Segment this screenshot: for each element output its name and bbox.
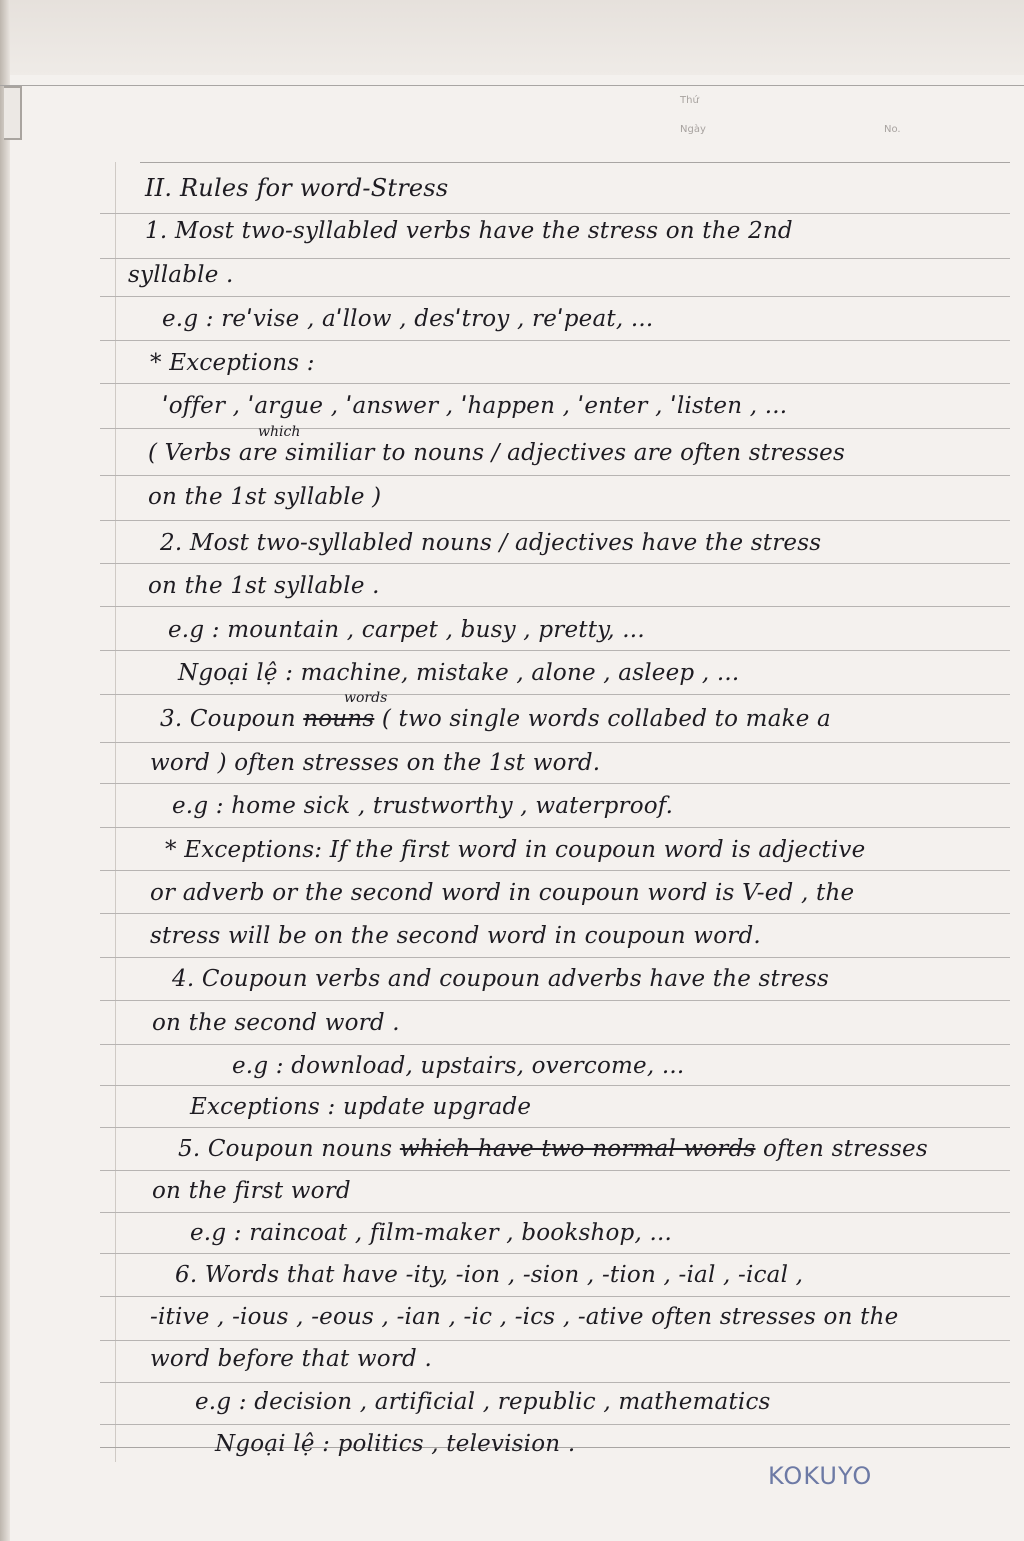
ruled-line <box>100 1127 1010 1128</box>
binder-tab-mark <box>4 86 22 140</box>
ruled-line <box>100 870 1010 871</box>
rule2-example: e.g : mountain , carpet , busy , pretty, ... <box>168 617 645 643</box>
ruled-line <box>100 383 1010 384</box>
ruled-line <box>100 1253 1010 1254</box>
ruled-line <box>100 1340 1010 1341</box>
ruled-line <box>100 520 1010 521</box>
rule6-example: e.g : decision , artificial , republic , mathematics <box>195 1389 771 1415</box>
rule5-example: e.g : raincoat , film-maker , bookshop, ... <box>190 1220 673 1246</box>
day-label: Ngày <box>680 124 706 135</box>
ruled-line <box>100 742 1010 743</box>
ruled-line <box>100 1000 1010 1001</box>
ruled-line <box>100 1296 1010 1297</box>
ruled-line <box>100 827 1010 828</box>
rule3-exceptions-line1: * Exceptions: If the first word in coupoun word is adjective <box>165 837 866 863</box>
rule1-exceptions-label: * Exceptions : <box>150 350 315 376</box>
rule2-line2: on the 1st syllable . <box>148 573 380 599</box>
ruled-line <box>100 258 1010 259</box>
rule2-exceptions: Ngoại lệ : machine, mistake , alone , asleep , ... <box>178 660 740 686</box>
rule1-example: e.g : reˈvise , aˈllow , desˈtroy , reˈpeat, ... <box>162 306 654 332</box>
rule6-line1: 6. Words that have -ity, -ion , -sion , -tion , -ial , -ical , <box>175 1262 804 1288</box>
rule3-insert-word: words <box>344 690 388 706</box>
rule6-line2: -itive , -ious , -eous , -ian , -ic , -ics , -ative often stresses on the <box>150 1304 899 1330</box>
margin-line <box>115 162 116 1462</box>
ruled-line <box>100 475 1010 476</box>
page-top-margin <box>0 0 1024 75</box>
rule1-insert-word: which <box>258 424 301 440</box>
ruled-line <box>100 296 1010 297</box>
rule3-example: e.g : home sick , trustworthy , waterproof. <box>172 793 674 819</box>
rule5-line1-end: often stresses <box>763 1136 928 1162</box>
ruled-line <box>100 428 1010 429</box>
rule4-line2: on the second word . <box>152 1010 400 1036</box>
ruled-line <box>100 1424 1010 1425</box>
rule4-line1: 4. Coupoun verbs and coupoun adverbs have the stress <box>172 966 830 992</box>
date-label: Thứ <box>680 95 699 106</box>
rule4-example: e.g : download, upstairs, overcome, ... <box>232 1053 685 1079</box>
ruled-line <box>100 213 1010 214</box>
rule4-exceptions: Exceptions : update upgrade <box>190 1094 532 1120</box>
rule6-line3: word before that word . <box>150 1346 432 1372</box>
rule6-exceptions: Ngoại lệ : politics , television . <box>215 1431 576 1457</box>
rule5-line1-start: 5. Coupoun nouns <box>178 1136 393 1162</box>
header-rule <box>140 162 1010 163</box>
ruled-line <box>100 913 1010 914</box>
ruled-line <box>100 1382 1010 1383</box>
rule1-note-line2: on the 1st syllable ) <box>148 484 382 510</box>
ruled-line <box>100 1170 1010 1171</box>
kokuyo-logo: KOKUYO <box>768 1462 873 1490</box>
rule3-line2: word ) often stresses on the 1st word. <box>150 750 601 776</box>
rule5-line2: on the first word <box>152 1178 351 1204</box>
rule3-line1-start: 3. Coupoun <box>160 706 296 732</box>
rule1-note-line1: ( Verbs are similiar to nouns / adjectives are often stresses <box>148 440 845 466</box>
ruled-line <box>100 650 1010 651</box>
rule5-struck-words: which have two normal words <box>399 1136 756 1162</box>
ruled-line <box>100 340 1010 341</box>
rule3-exceptions-line2: or adverb or the second word in coupoun word is V-ed , the <box>150 880 855 906</box>
notes-title: II. Rules for word-Stress <box>145 174 449 202</box>
ruled-line <box>100 1212 1010 1213</box>
rule1-line2: syllable . <box>128 262 234 288</box>
top-rule <box>0 85 1024 86</box>
rule2-line1: 2. Most two-syllabled nouns / adjectives have the stress <box>160 530 822 556</box>
ruled-line <box>100 563 1010 564</box>
ruled-line <box>100 957 1010 958</box>
rule1-exceptions-list: ˈoffer , ˈargue , ˈanswer , ˈhappen , ˈenter , ˈlisten , ... <box>162 393 788 419</box>
ruled-line <box>100 783 1010 784</box>
ruled-line <box>100 1085 1010 1086</box>
rule5-line1 <box>178 1136 928 1162</box>
rule3-exceptions-line3: stress will be on the second word in coupoun word. <box>150 923 761 949</box>
number-label: No. <box>884 124 901 135</box>
ruled-line <box>100 606 1010 607</box>
ruled-line <box>100 694 1010 695</box>
rule3-struck-word: nouns <box>303 706 375 732</box>
binding-shadow <box>0 0 10 1541</box>
ruled-line <box>100 1044 1010 1045</box>
rule3-line1 <box>160 706 831 732</box>
rule3-line1-end: ( two single words collabed to make a <box>381 706 831 732</box>
rule1-line1: 1. Most two-syllabled verbs have the stress on the 2nd <box>145 218 793 244</box>
